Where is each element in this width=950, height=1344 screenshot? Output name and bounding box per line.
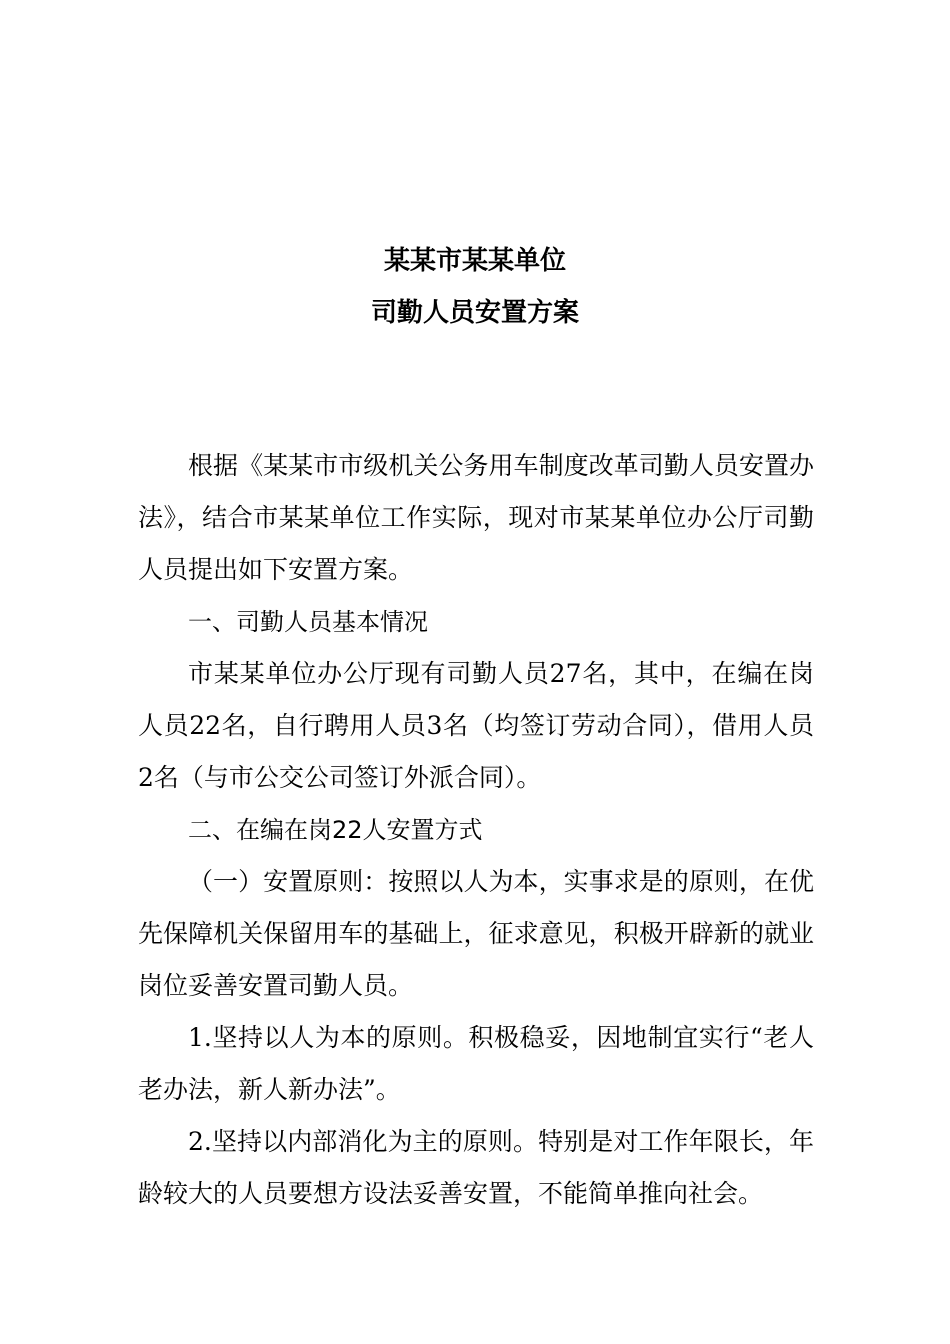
intro-paragraph: 根据《某某市市级机关公务用车制度改革司勤人员安置办法》，结合市某某单位工作实际，现对市某某单位办公厅司勤人员提出如下安置方案。 — [138, 451, 814, 584]
placement-principle-paragraph: （一）安置原则：按照以人为本，实事求是的原则，在优先保障机关保留用车的基础上，征求意见，积极开辟新的就业岗位妥善安置司勤人员。 — [138, 867, 814, 1000]
principle-item-2: 2.坚持以内部消化为主的原则。特别是对工作年限长，年龄较大的人员要想方设法妥善安置，不能简单推向社会。 — [138, 1127, 814, 1208]
section-heading-2: 二、在编在岗22人安置方式 — [188, 816, 483, 844]
document-title-line1: 某某市某某单位 — [383, 246, 566, 276]
section-heading-1: 一、司勤人员基本情况 — [188, 608, 428, 636]
document-title-line2: 司勤人员安置方案 — [370, 298, 579, 328]
principle-item-1: 1.坚持以人为本的原则。积极稳妥，因地制宜实行“老人老办法，新人新办法”。 — [138, 1023, 814, 1104]
document-body — [138, 440, 814, 1220]
staff-status-paragraph: 市某某单位办公厅现有司勤人员27名，其中，在编在岗人员22名，自行聘用人员3名（均签订劳动合同），借用人员2名（与市公交公司签订外派合同）。 — [138, 659, 814, 792]
